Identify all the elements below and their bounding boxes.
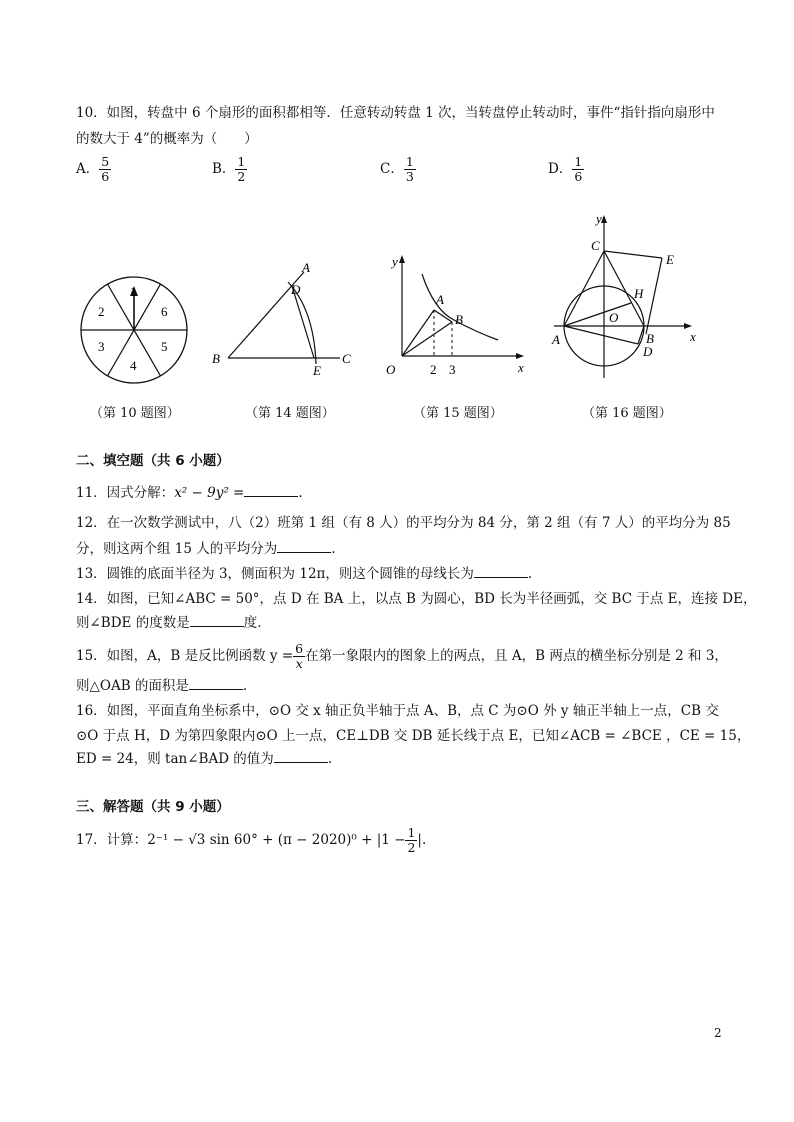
q10-option-a: A． $\frac{5}{6}$ [76, 154, 110, 184]
q10-line2: 的数大于 4”的概率为（ ） [76, 131, 258, 147]
spinner-num-3: 3 [98, 339, 105, 354]
figure-16 [546, 208, 716, 383]
fig15-tick-2: 2 [430, 362, 437, 377]
spinner-figure [78, 274, 190, 386]
fig14-label-c: C [342, 351, 351, 366]
section3-heading: 三、解答题（共 9 小题） [76, 799, 230, 815]
q10-option-d: D． $\frac{1}{6}$ [548, 154, 583, 184]
q15-line1: 15．如图，A，B 是反比例函数 y = $\frac{6}{x}$ 在第一象限内的图象上的两点，且 A，B 两点的横坐标分别是 2 和 3， [76, 641, 728, 671]
caption-fig15: （第 15 题图） [413, 406, 503, 421]
spinner-num-5: 5 [161, 339, 168, 354]
section2-heading: 二、填空题（共 6 小题） [76, 453, 230, 469]
fig16-label-e: E [666, 252, 674, 267]
caption-fig14: （第 14 题图） [245, 406, 335, 421]
q10-option-b: B． $\frac{1}{2}$ [212, 154, 246, 184]
spinner-num-6: 6 [161, 304, 168, 319]
q11: 11．因式分解：x² − 9y² = . [76, 485, 303, 501]
q12-line1: 12．在一次数学测试中，八（2）班第 1 组（有 8 人）的平均分为 84 分，第 2 组（有 7 人）的平均分为 85 [76, 515, 731, 531]
caption-fig10: （第 10 题图） [90, 406, 180, 421]
fig16-label-c: C [591, 238, 600, 253]
q17: 17．计算：2⁻¹ − √3 sin 60° + (π − 2020)⁰ + |1 − $\frac{1}{2}$ |. [76, 825, 427, 855]
figure-15 [372, 250, 532, 380]
q10-line1: 10．如图，转盘中 6 个扇形的面积都相等．任意转动转盘 1 次，当转盘停止转动时，事件“指针指向扇形中 [76, 105, 715, 121]
q15-line2: 则△OAB 的面积是 . [76, 678, 248, 694]
fig16-label-d: D [643, 344, 653, 359]
fig16-label-y: y [596, 211, 602, 226]
fig14-label-b: B [212, 351, 220, 366]
page-number: 2 [714, 1026, 722, 1040]
q12-line2: 分，则这两个组 15 人的平均分为 . [76, 541, 336, 557]
fig15-tick-3: 3 [449, 362, 456, 377]
q16-line2: ⊙O 于点 H，D 为第四象限内⊙O 上一点，CE⊥DB 交 DB 延长线于点 E，已知∠ACB = ∠BCE ，CE = 15， [76, 728, 751, 744]
fig14-label-a: A [302, 260, 310, 275]
fig14-label-d: D [291, 282, 301, 297]
q13: 13．圆锥的底面半径为 3，侧面积为 12π，则这个圆锥的母线长为 . [76, 566, 533, 582]
caption-fig16: （第 16 题图） [582, 406, 672, 421]
q16-line1: 16．如图，平面直角坐标系中，⊙O 交 x 轴正负半轴于点 A、B，点 C 为⊙O 外 y 轴正半轴上一点，CB 交 [76, 703, 719, 719]
q14-line2: 则∠BDE 的度数是 度． [76, 615, 271, 631]
spinner-num-4: 4 [130, 358, 137, 373]
fig16-label-o: O [609, 310, 619, 325]
fig16-label-b: B [646, 331, 654, 346]
q16-line3: ED = 24，则 tan∠BAD 的值为 . [76, 751, 333, 767]
fig15-label-a: A [436, 292, 444, 307]
fig16-label-a: A [552, 332, 560, 347]
spinner-num-2: 2 [98, 304, 105, 319]
q10-option-c: C． $\frac{1}{3}$ [380, 154, 414, 184]
figure-14 [206, 258, 356, 380]
fig14-label-e: E [313, 363, 321, 378]
fig15-label-y: y [392, 254, 398, 269]
fig15-label-o: O [386, 362, 396, 377]
fig15-label-b: B [455, 312, 463, 327]
fig15-label-x: x [518, 360, 524, 375]
spinner-num-1: 1 [130, 284, 137, 299]
fig16-label-x: x [690, 329, 696, 344]
fig16-label-h: H [634, 286, 644, 301]
q14-line1: 14．如图，已知∠ABC = 50°，点 D 在 BA 上，以点 B 为圆心，BD 长为半径画弧，交 BC 于点 E，连接 DE， [76, 591, 757, 607]
